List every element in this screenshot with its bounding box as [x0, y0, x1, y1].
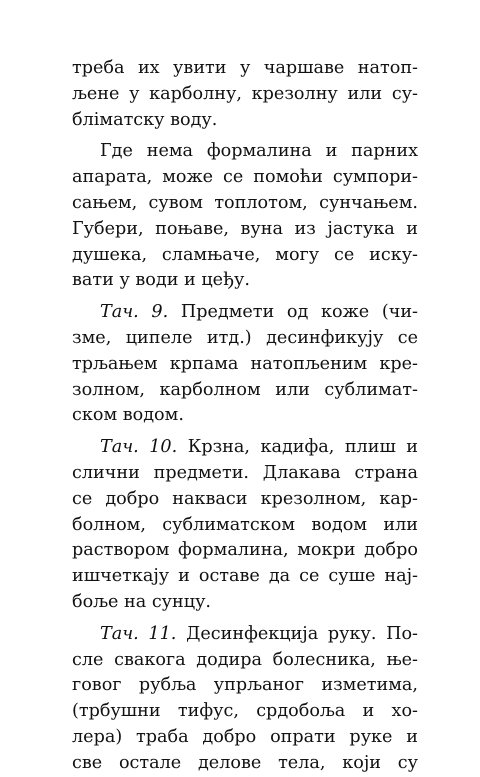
paragraph-2 — [72, 139, 418, 294]
text-line: апарата, може се помоћи сумпори- — [72, 167, 418, 188]
text-line: ишчеткају и оставе да се суше нај- — [72, 566, 418, 587]
text-line: боље на сунцу. — [72, 591, 212, 612]
text-line: зме, ципеле итд.) десинфикују се — [72, 327, 418, 348]
text-line: (трбушни тифус, срдобоља и хо- — [72, 701, 418, 722]
text-line: золном, карболном или сублимат- — [72, 379, 418, 400]
text-line: ском водом. — [72, 405, 184, 426]
text-line: лера) траба добро опрати руке и — [72, 726, 418, 747]
text-line: слични предмети. Длакава страна — [72, 462, 418, 483]
paragraph-1 — [72, 56, 418, 133]
text-line: болном, сублиматском водом или — [72, 514, 418, 535]
text-line: сањем, сувом топлотом, сунчањем. — [72, 192, 418, 213]
text-line: говог рубља упрљаног изметима, — [72, 675, 418, 696]
text-line: сле свакога додира болесника, ње- — [72, 649, 418, 670]
section-number: Тач. 11. — [100, 623, 177, 644]
text-line: трљањем крпама натопљеним кре- — [72, 353, 418, 374]
text-line: Крзна, кадифа, плиш и — [187, 437, 419, 458]
text-line: раствором формалина, мокри добро — [72, 540, 418, 561]
text-line: душека, сламњаче, могу се иску- — [72, 244, 418, 265]
paragraph-section-9 — [72, 300, 418, 429]
text-line: се добро накваси крезолном, кар- — [72, 488, 418, 509]
text-line: Предмети од коже (чи- — [180, 302, 418, 323]
text-line: треба их увити у чаршаве натоп- — [72, 58, 418, 78]
section-number: Тач. 10. — [100, 437, 178, 458]
paragraph-section-10 — [72, 435, 418, 616]
section-number: Тач. 9. — [100, 302, 169, 323]
text-line: Где нема формалина и парних — [100, 141, 418, 162]
text-line: вати у води и цеђу. — [72, 270, 250, 291]
document-page — [72, 56, 418, 777]
text-line: Губери, поњаве, вуна из јастука и — [72, 218, 418, 239]
paragraph-section-11 — [72, 622, 418, 777]
text-line: љене у карболну, крезолну или су- — [72, 83, 418, 104]
text-line: све остале делове тела, који су — [72, 752, 418, 773]
text-line: Десинфекција руку. По- — [186, 623, 418, 644]
text-line: бліматску воду. — [72, 109, 218, 130]
